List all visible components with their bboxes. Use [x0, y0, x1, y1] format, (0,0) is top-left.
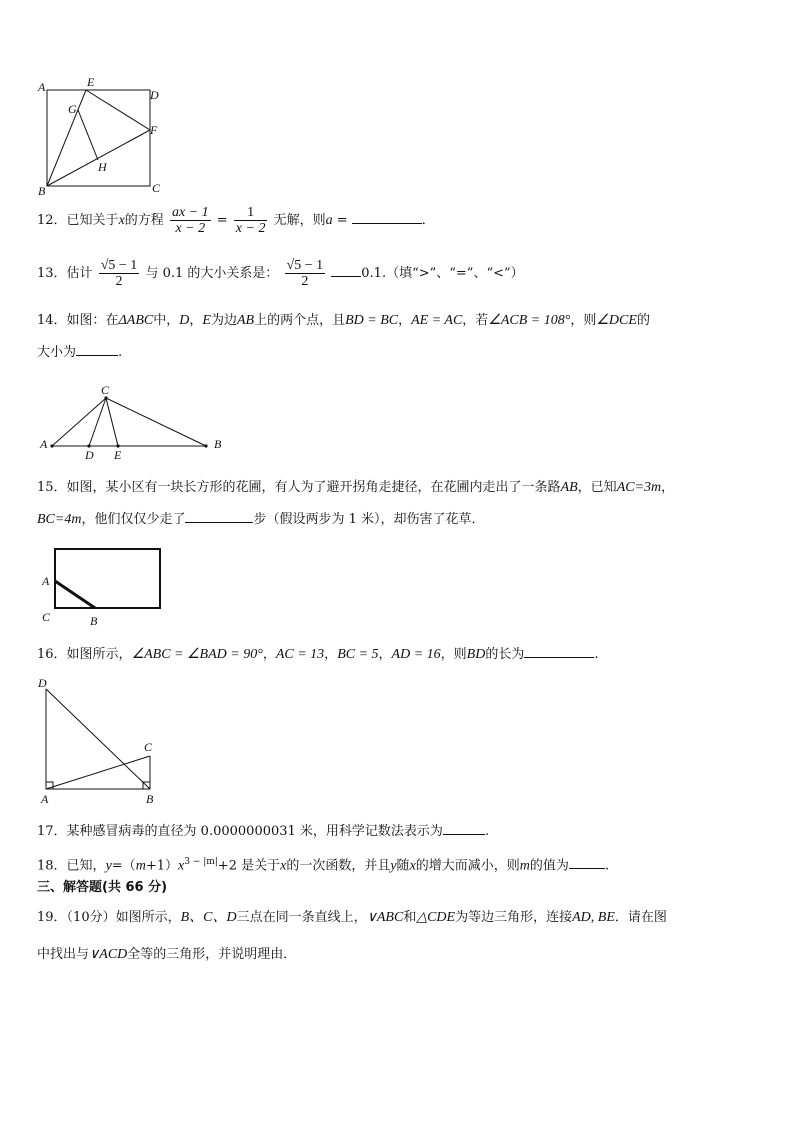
- point-label-b: B: [90, 614, 98, 628]
- point-label-e: E: [87, 75, 95, 89]
- point-label-d: D: [38, 676, 47, 690]
- point-label-c: C: [42, 610, 51, 624]
- answer-blank-17[interactable]: [443, 822, 485, 835]
- section-title: 三、解答题(共 66 分): [37, 880, 168, 895]
- question-15: 15．如图，某小区有一块长方形的花圃，有人为了避开拐角走捷径，在花圃内走出了一条路AB，已知AC=3m，: [37, 480, 675, 495]
- question-19-line-2: 中找出与∨ACD全等的三角形，并说明理由．: [37, 947, 297, 962]
- point-label-b: B: [214, 437, 222, 451]
- point-label-c: C: [101, 383, 110, 397]
- question-16: 16．如图所示，∠ABC = ∠BAD = 90°，AC = 13，BC = 5，AD = 16，则BD的长为 .: [37, 647, 599, 662]
- point-label-g: G: [68, 102, 77, 116]
- point-label-b: B: [38, 184, 46, 198]
- point-label-c: C: [144, 740, 153, 754]
- fraction-2: $\frac{1}{x - 2}$: [235, 205, 266, 236]
- sqrt5-fraction-2: $\frac{√5 - 1}{2}$: [286, 258, 324, 289]
- question-15-line-2: BC=4m，他们仅仅少走了 步（假设两步为 1 米），却伤害了花草．: [37, 512, 485, 527]
- point-label-h: H: [98, 160, 107, 174]
- point-label-d: D: [85, 448, 94, 462]
- point-label-a: A: [38, 80, 46, 94]
- fraction-1: $\frac{ax - 1}{x - 2}$: [171, 205, 209, 236]
- point-label-c: C: [152, 181, 161, 195]
- question-14: 14．如图：在ΔABC中，D，E为边AB上的两个点，且BD = BC，AE = AC，若∠ACB = 108°，则∠DCE的: [37, 313, 650, 328]
- answer-blank-18[interactable]: [569, 856, 605, 869]
- question-17: 17．某种感冒病毒的直径为 0.0000000031 米，用科学记数法表示为 .: [37, 824, 490, 839]
- question-19: 19．（10分）如图所示，B、C、D三点在同一条直线上，∨ABC和△CDE为等边三角形，连接AD, BE．请在图: [37, 910, 667, 925]
- sqrt5-fraction-1: $\frac{√5 - 1}{2}$: [100, 258, 138, 289]
- point-label-a: A: [41, 792, 49, 806]
- question-12: 12．已知关于x的方程 $\frac{ax - 1}{x - 2}$ = $\frac{1}{x - 2}$ 无解，则a = ．: [37, 205, 435, 236]
- exponent: 3 − |m|: [184, 857, 218, 867]
- question-14-line-2: 大小为 .: [37, 345, 123, 360]
- point-label-f: F: [150, 123, 158, 137]
- question-18: 18．已知，$y=(m+1)x^{3 - |m|}+2$ 是关于x的一次函数，并且y随x的增大而减小，则m的值为 .: [37, 857, 610, 874]
- point-label-e: E: [114, 448, 122, 462]
- question-13: 13．估计 $\frac{√5 - 1}{2}$ 与 0.1 的大小关系是： $\frac{√5 - 1}{2}$ 0.1.（填“>”、“=”、“<”）: [37, 258, 524, 289]
- point-label-a: A: [40, 437, 48, 451]
- point-label-b: B: [146, 792, 154, 806]
- point-label-a: A: [42, 574, 50, 588]
- point-label-d: D: [150, 88, 159, 102]
